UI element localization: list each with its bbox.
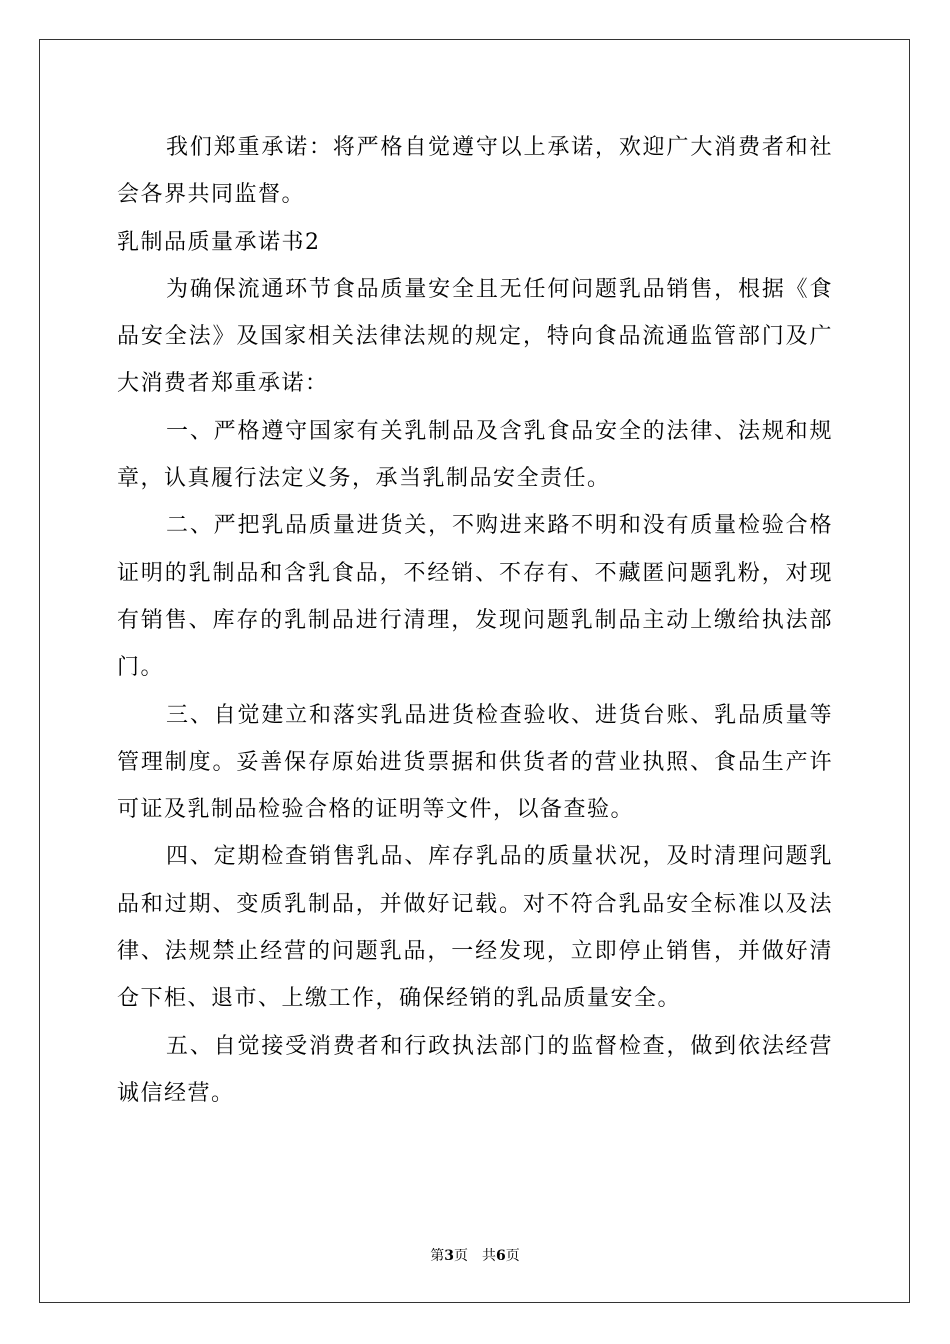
paragraph: 为确保流通环节食品质量安全且无任何问题乳品销售，根据《食品安全法》及国家相关法律法规的规定，特向食品流通监管部门及广大消费者郑重承诺： [117,276,833,397]
paragraph: 五、自觉接受消费者和行政执法部门的监督检查，做到依法经营诚信经营。 [117,1033,833,1106]
paragraph: 我们郑重承诺：将严格自觉遵守以上承诺，欢迎广大消费者和社会各界共同监督。 [117,135,833,208]
page-total-label: 共6页 [482,1248,520,1264]
page-number-label: 第3页 [430,1248,468,1264]
section-heading: 乳制品质量承诺书2 [117,229,321,255]
document-body [117,124,833,1117]
paragraph: 三、自觉建立和落实乳品进货检查验收、进货台账、乳品质量等管理制度。妥善保存原始进货票据和供货者的营业执照、食品生产许可证及乳制品检验合格的证明等文件，以备查验。 [117,702,833,823]
paragraph: 二、严把乳品质量进货关，不购进来路不明和没有质量检验合格证明的乳制品和含乳食品，不经销、不存有、不藏匿问题乳粉，对现有销售、库存的乳制品进行清理，发现问题乳制品主动上缴给执法部门。 [117,513,833,681]
page-footer [0,1247,950,1265]
paragraph: 四、定期检查销售乳品、库存乳品的质量状况，及时清理问题乳品和过期、变质乳制品，并做好记载。对不符合乳品安全标准以及法律、法规禁止经营的问题乳品，一经发现，立即停止销售，并做好清仓下柜、退市、上缴工作，确保经销的乳品质量安全。 [117,844,833,1012]
paragraph: 一、严格遵守国家有关乳制品及含乳食品安全的法律、法规和规章，认真履行法定义务，承当乳制品安全责任。 [117,418,833,492]
